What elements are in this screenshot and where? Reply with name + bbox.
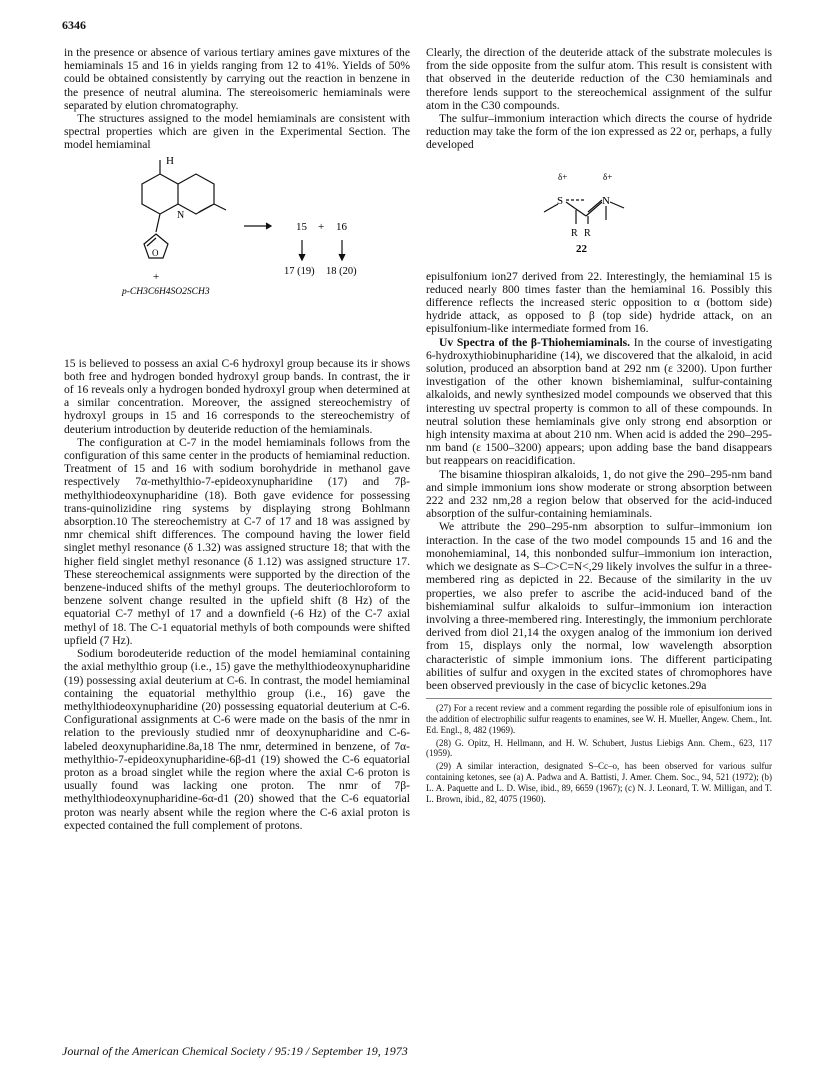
- page-number: 6346: [62, 18, 86, 32]
- section-heading: Uv Spectra of the β-Thiohemiaminals.: [439, 335, 631, 349]
- hemiaminal-scheme-figure: [64, 152, 410, 357]
- product-plus-sign: +: [318, 220, 325, 233]
- footnote: (28) G. Opitz, H. Hellmann, and H. W. Schubert, Justus Liebigs Ann. Chem., 623, 117 (1959).: [426, 737, 772, 759]
- product-15-label: 15: [296, 220, 307, 233]
- paragraph: The configuration at C-7 in the model hemiaminals follows from the configuration of this same center in the products of hemiaminal reduction. Treatment of 15 and 16 with sodium borohydride in methanol gave respectively 7α-methylthio-7-epideoxynupharidine (17) and 7β-methylthiodeoxynupharidine (18). Both gave evidence for possessing trans-quinolizidine ring systems by displaying strong Bohlmann absorption.10 The stereochemistry at C-7 of 17 and 18 was assigned by nmr chemical shift differences. The compound having the lower field singlet methyl resonance (δ 1.32) was assigned structure 18; that with the higher field singlet methyl resonance (δ 1.12) was assigned structure 17. These stereochemical assignments were supported by the direction of the benzene-induced shifts of the methyl groups. The deuteriochloroform to benzene solvent change resulted in the upfield shift (8 Hz) of the equatorial C-7 methyl of 17 and a downfield (-6 Hz) of the C-7 axial methyl of 18. The C-1 equatorial methyls of both compounds were shifted upfield (7 Hz).: [64, 435, 410, 647]
- s-atom-label: S: [557, 194, 564, 207]
- plus-sign: +: [153, 270, 160, 283]
- derived-17-label: 17 (19): [284, 265, 315, 277]
- derived-18-label: 18 (20): [326, 265, 357, 277]
- n-atom-label: N: [602, 194, 610, 207]
- journal-footer: Journal of the American Chemical Society / 95:19 / September 19, 1973: [62, 1044, 408, 1058]
- footnote: (27) For a recent review and a comment regarding the possible role of episulfonium ions in the addition of electrophilic sulfur reagents to enamines, see W. H. Mueller, Angew. Chem., Int. Ed. Engl., 8, 482 (1969).: [426, 703, 772, 735]
- ion-22-figure: [426, 152, 772, 270]
- ion-22-svg: [426, 152, 772, 270]
- hemiaminal-scheme-svg: [64, 152, 410, 357]
- delta-plus-nitrogen: δ+: [603, 171, 613, 182]
- right-column: [426, 46, 772, 806]
- paragraph-with-heading: [426, 336, 772, 468]
- footnote: (29) A similar interaction, designated S–Cc–o, has been observed for various sulfur containing ketones, see (a) A. Padwa and A. Battisti, J. Amer. Chem. Soc., 94, 521 (1972); (b) L. A. Paquette and L. D. Wise, ibid., 89, 6659 (1967); (c) N. J. Leonard, T. W. Milligan, and T. L. Brown, ibid., 82, 4075 (1960).: [426, 761, 772, 804]
- delta-plus-sulfur: δ+: [558, 171, 568, 182]
- footnotes: [426, 698, 772, 804]
- r-substituent: R: [584, 227, 591, 239]
- h-atom-label: H: [166, 154, 174, 167]
- product-16-label: 16: [336, 220, 347, 233]
- n-atom-label: N: [177, 209, 185, 221]
- paragraph-text: In the course of investigating 6-hydroxythiobinupharidine (14), we discovered that the alkaloid, in acid solution, produced an absorption band at 292 nm (ε 3200). Upon further investigation of the other known bishemiaminal, sulfur-containing alkaloids, and newly synthesized model compounds we observed that this interesting uv spectral property is common to all of these compounds. In neutral solution these hemiaminals give only strong end absorption or high intensity maxima at about 210 nm. When acid is added the 290–295-nm band (ε 1500–3200) appears; upon adding base the band disappears but reappears on reacidification.: [426, 335, 772, 468]
- paragraph: We attribute the 290–295-nm absorption to sulfur–immonium ion interaction. In the case of the two model compounds 15 and 16 and the monohemiaminal, 14, this nonbonded sulfur–immonium ion interaction, which we designate as S–C>C=N<,29 likely involves the sulfur in a three-membered ring as depicted in 22. Because of the similarity in the uv properties, we also prefer to ascribe the acid-induced band of the bishemiaminal sulfur alkaloids to sulfur–immonium ion interaction involving a three-membered ring. Interestingly, the immonium perchlorate derived from diol 21,14 the oxygen analog of the immonium ion derived from 15, displays only the normal, low wavelength absorption characteristic of simple immonium ions. The different participating abilities of sulfur and oxygen in the excited states of chromophores have been observed previously in the case of bicyclic ketones.29a: [426, 520, 772, 692]
- paragraph: The bisamine thiospiran alkaloids, 1, do not give the 290–295-nm band and simple immonium ions show moderate or strong absorption between 222 and 232 nm,28 a region below that observed for the acid-induced absorption of the sulfur-containing hemiaminals.: [426, 467, 772, 521]
- paragraph: The structures assigned to the model hemiaminals are consistent with spectral properties which are given in the Experimental Section. The model hemiaminal: [64, 112, 410, 152]
- paragraph: Sodium borodeuteride reduction of the model hemiaminal containing the axial methylthio group (i.e., 15) gave the methylthiodeoxynupharidine (19) possessing axial deuterium at C-6. In contrast, the model hemiaminal containing the equatorial methylthio group (i.e., 16) gave the methylthiodeoxynupharidine (20) possessing equatorial deuterium at C-6. Configurational assignments at C-6 were made on the basis of the nmr in relation to the previously studied nmr of deoxynupharidine and C-6-labeled deoxynupharidine.8a,18 The nmr, determined in benzene, of 7α-methylthio-7-epideoxynupharidine-6β-d1 (19) showed the C-6 equatorial proton as a broad singlet while the region where the axial C-6 proton is usually found was lacking one proton. The nmr of 7β-methylthiodeoxynupharidine-6α-d1 (20) showed that the C-6 equatorial proton was nearly absent while the region where the C-6 axial proton is expected contained the full complement of protons.: [64, 647, 410, 832]
- o-atom-label: O: [152, 247, 159, 258]
- compound-22-label: 22: [576, 242, 587, 255]
- paragraph: in the presence or absence of various tertiary amines gave mixtures of the hemiaminals 15 and 16 in yields ranging from 12 to 41%. Yields of 50% could be obtained consistently by carrying out the reaction in benzene in the presence of neutral alumina. The stereoisomeric hemiaminals were separated by elution chromatography.: [64, 46, 410, 112]
- paragraph: 15 is believed to possess an axial C-6 hydroxyl group because its ir shows both free and hydrogen bonded hydroxyl group bands. In contrast, the ir of 16 reveals only a hydrogen bonded hydroxyl group when determined at a similar concentration. Moreover, the assigned stereochemistry of hydroxyl groups in 15 and 16 corresponds to the stereochemistry of deuterium introduction by deuteride reduction of the hemiaminals.: [64, 356, 410, 436]
- reagent-label: p-CH3C6H4SO2SCH3: [122, 286, 210, 297]
- paragraph: episulfonium ion27 derived from 22. Interestingly, the hemiaminal 15 is reduced nearly 800 times faster than the hemiaminal 16. Possibly this difference reflects the increased steric opposition to α (bottom side) hydride attack, as opposed to β (top side) hydride attack, on an episulfonium-like intermediate formed from 16.: [426, 269, 772, 336]
- r-substituent: R: [571, 227, 578, 239]
- left-column: [64, 46, 410, 832]
- paragraph: The sulfur–immonium interaction which directs the course of hydride reduction may take the form of the ion expressed as 22 or, perhaps, a fully developed: [426, 112, 772, 152]
- paragraph: Clearly, the direction of the deuteride attack of the substrate molecules is from the side opposite from the sulfur atom. This result is consistent with that observed in the deuteride reduction of the C30 hemiaminals and therefore lends support to the stereochemical assignment of the sulfur atom in the C30 compounds.: [426, 46, 772, 112]
